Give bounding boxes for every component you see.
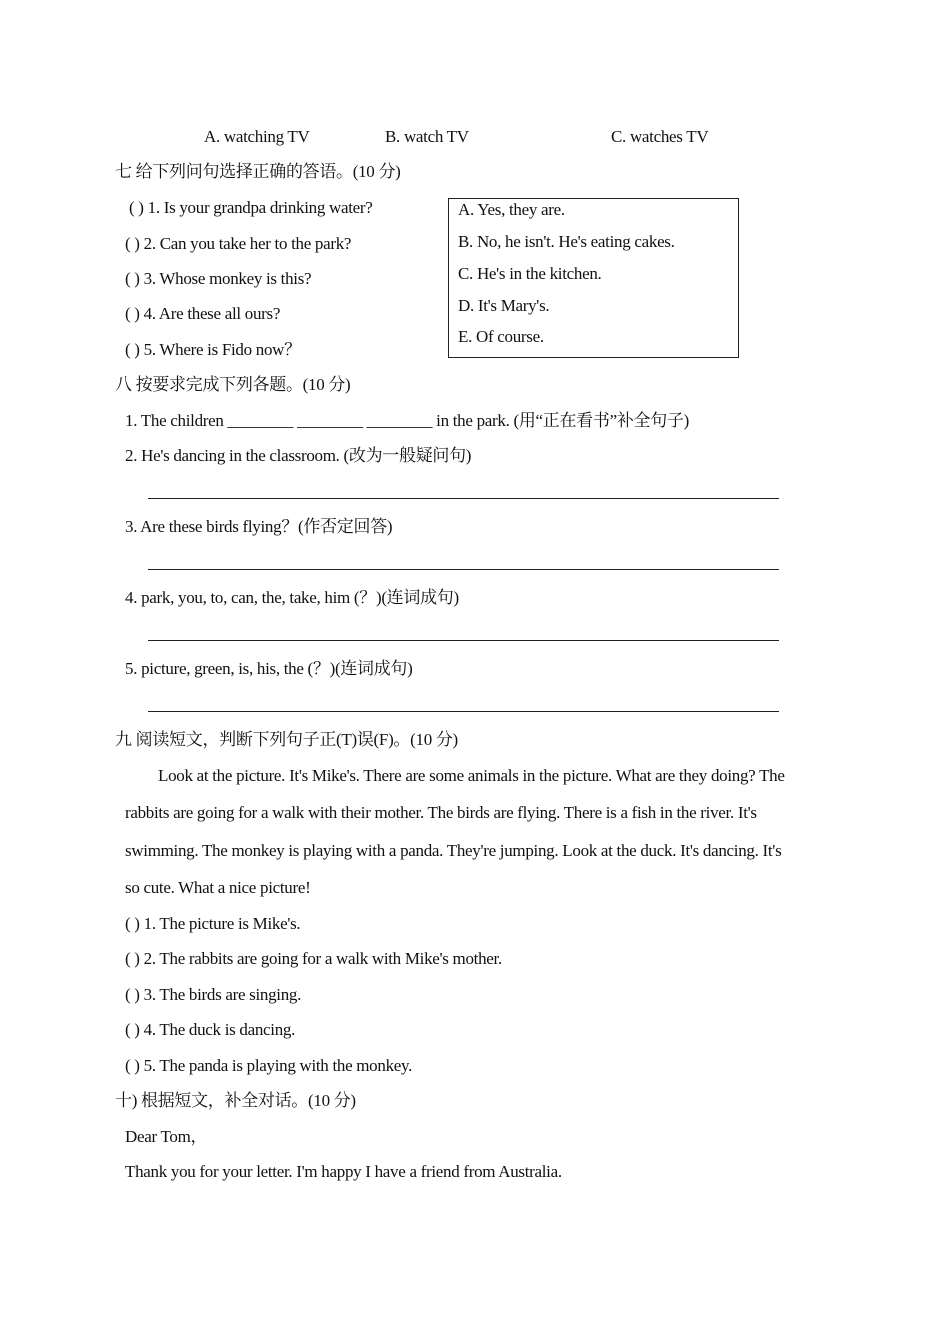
sec8-item-3: 3. Are these birds flying？(作否定回答) — [125, 517, 393, 536]
sec7-question-4: ( ) 4. Are these all ours? — [125, 304, 281, 323]
sec7-question-1: ( ) 1. Is your grandpa drinking water? — [129, 198, 373, 217]
sec9-statement-2: ( ) 2. The rabbits are going for a walk with Mike's mother. — [125, 949, 502, 968]
option-b: B. watch TV — [385, 127, 469, 146]
answer-line-5[interactable] — [148, 711, 779, 712]
sec7-question-3: ( ) 3. Whose monkey is this? — [125, 269, 312, 288]
section-8-heading: 八 按要求完成下列各题。(10 分) — [115, 375, 351, 394]
section-9-heading: 九 阅读短文，判断下列句子正(T)误(F)。(10 分) — [115, 730, 458, 749]
sec7-question-2: ( ) 2. Can you take her to the park? — [125, 234, 352, 253]
sec7-answer-a: A. Yes, they are. — [458, 200, 565, 219]
section-10-heading: 十) 根据短文，补全对话。(10 分) — [115, 1091, 356, 1110]
sec7-answer-c: C. He's in the kitchen. — [458, 264, 602, 283]
sec8-item-1: 1. The children ________ ________ ________ in the park. (用“正在看书”补全句子) — [125, 411, 689, 430]
passage-line-3: swimming. The monkey is playing with a panda. They're jumping. Look at the duck. It's dancing. It's — [125, 841, 782, 860]
sec7-answer-d: D. It's Mary's. — [458, 296, 550, 315]
sec8-item-4: 4. park, you, to, can, the, take, him (？)(连词成句) — [125, 588, 459, 607]
sec9-statement-5: ( ) 5. The panda is playing with the monkey. — [125, 1056, 413, 1075]
passage-line-1: Look at the picture. It's Mike's. There are some animals in the picture. What are they doing? The — [158, 766, 785, 785]
sec9-statement-4: ( ) 4. The duck is dancing. — [125, 1020, 296, 1039]
sec7-question-5: ( ) 5. Where is Fido now？ — [125, 340, 301, 359]
passage-line-4: so cute. What a nice picture! — [125, 878, 311, 897]
sec9-statement-3: ( ) 3. The birds are singing. — [125, 985, 302, 1004]
sec9-statement-1: ( ) 1. The picture is Mike's. — [125, 914, 301, 933]
sec7-answer-e: E. Of course. — [458, 327, 544, 346]
option-c: C. watches TV — [611, 127, 709, 146]
sec8-item-2: 2. He's dancing in the classroom. (改为一般疑问句) — [125, 446, 472, 465]
answer-line-4[interactable] — [148, 640, 779, 641]
sec8-item-5: 5. picture, green, is, his, the (？)(连词成句) — [125, 659, 413, 678]
option-a: A. watching TV — [204, 127, 310, 146]
answer-line-2[interactable] — [148, 498, 779, 499]
letter-line-1: Thank you for your letter. I'm happy I have a friend from Australia. — [125, 1162, 562, 1181]
answer-line-3[interactable] — [148, 569, 779, 570]
sec7-answer-b: B. No, he isn't. He's eating cakes. — [458, 232, 675, 251]
section-7-heading: 七 给下列问句选择正确的答语。(10 分) — [115, 162, 401, 181]
letter-greeting: Dear Tom， — [125, 1127, 208, 1146]
passage-line-2: rabbits are going for a walk with their mother. The birds are flying. There is a fish in the river. It's — [125, 803, 757, 822]
